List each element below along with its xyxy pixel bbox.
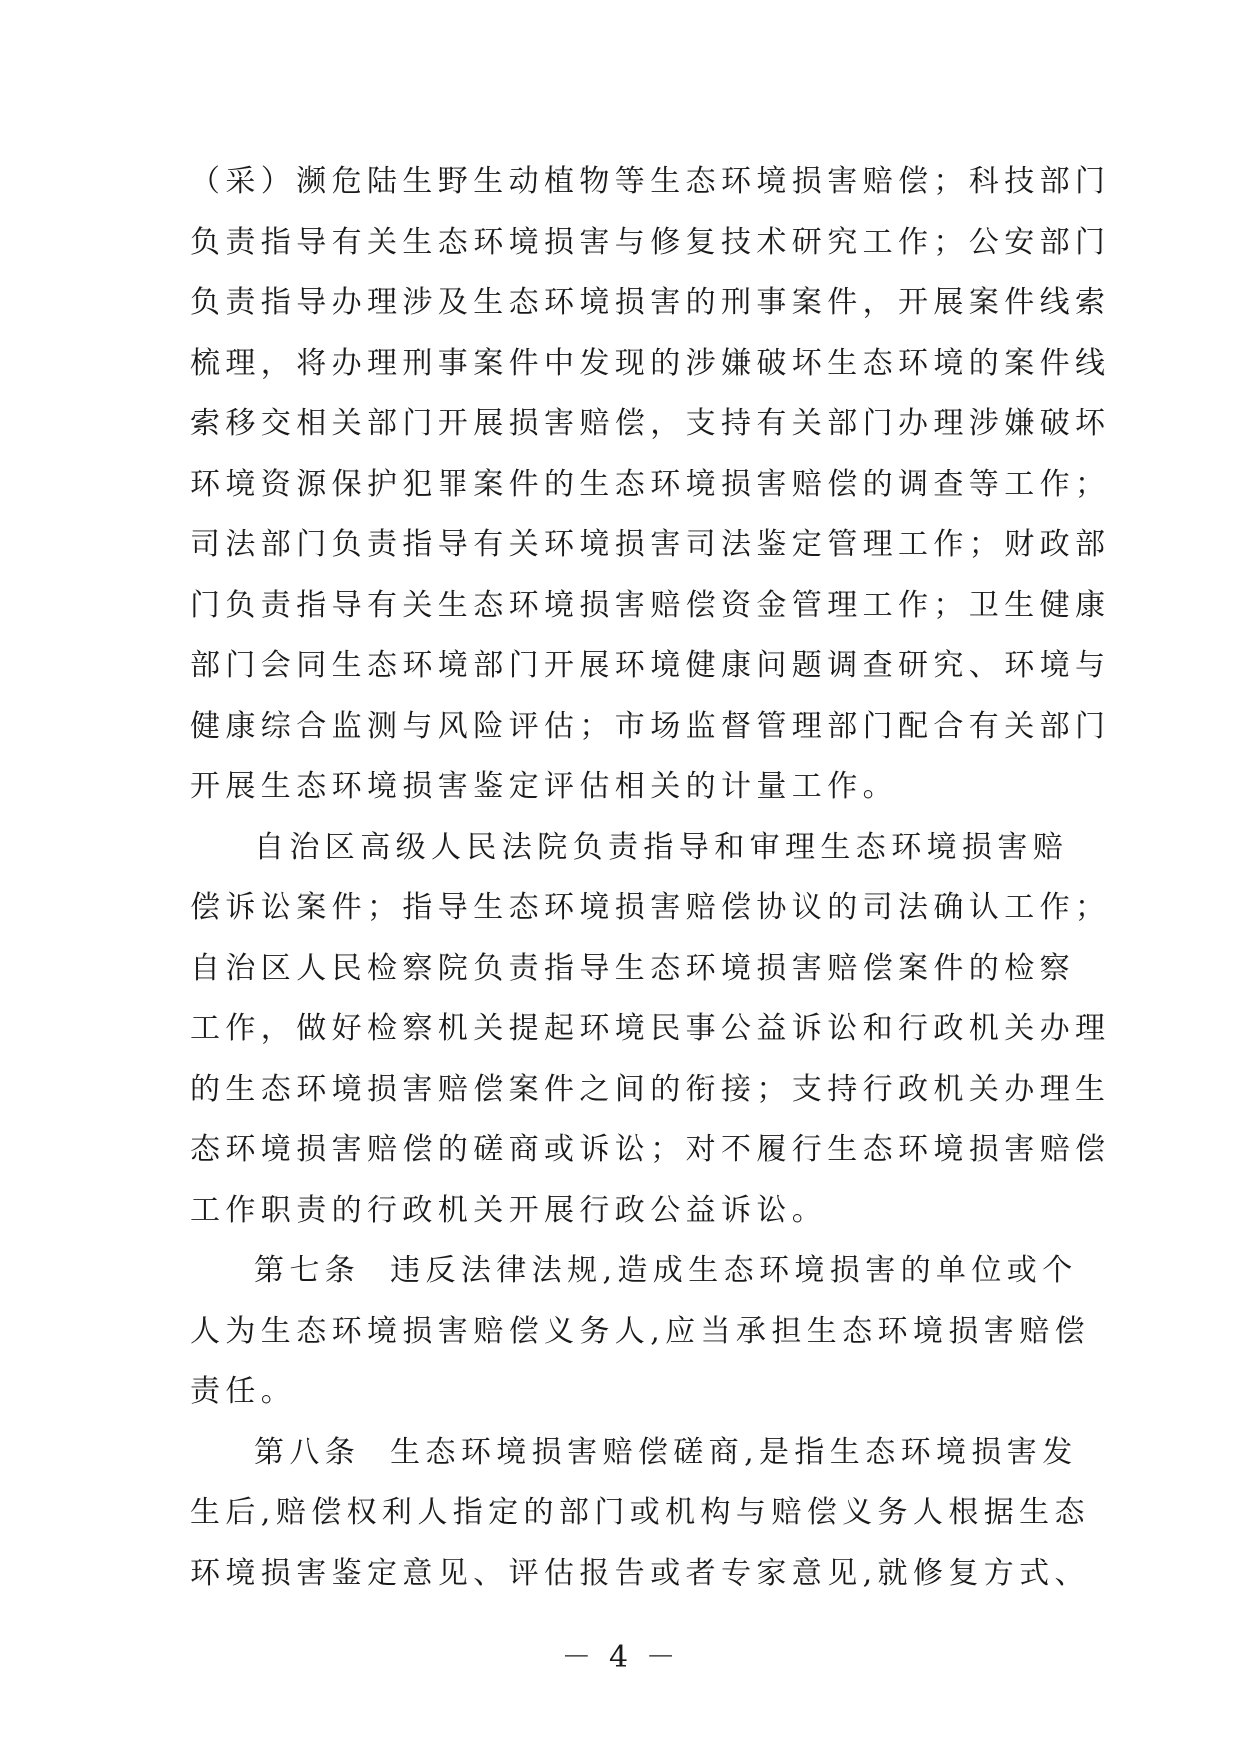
page-number: － 4 － [561, 1640, 680, 1675]
text-line: 第七条 违反法律法规,造成生态环境损害的单位或个 [254, 1253, 1078, 1288]
text-line: 工作职责的行政机关开展行政公益诉讼。 [190, 1192, 828, 1228]
paragraph-departments-duties [190, 152, 1111, 818]
text-line: 自治区高级人民法院负责指导和审理生态环境损害赔 [254, 829, 1069, 865]
text-line: 部门会同生态环境部门开展环境健康问题调查研究、环境与 [190, 648, 1111, 683]
text-line: 梳理，将办理刑事案件中发现的涉嫌破坏生态环境的案件线 [190, 345, 1111, 381]
text-line: 负责指导办理涉及生态环境损害的刑事案件，开展案件线索 [190, 285, 1111, 320]
text-line: 环境损害鉴定意见、评估报告或者专家意见,就修复方式、 [190, 1555, 1090, 1591]
paragraph-article-7 [190, 1241, 1090, 1423]
text-line: 人为生态环境损害赔偿义务人,应当承担生态环境损害赔偿 [190, 1313, 1090, 1349]
paragraph-article-8 [190, 1423, 1090, 1605]
text-line: 的生态环境损害赔偿案件之间的衔接；支持行政机关办理生 [190, 1071, 1111, 1107]
text-line: 偿诉讼案件；指导生态环境损害赔偿协议的司法确认工作； [190, 890, 1111, 925]
text-line: 工作，做好检察机关提起环境民事公益诉讼和行政机关办理 [190, 1011, 1111, 1046]
text-line: 健康综合监测与风险评估；市场监督管理部门配合有关部门 [190, 708, 1111, 744]
text-line: 自治区人民检察院负责指导生态环境损害赔偿案件的检察 [190, 950, 1075, 986]
document-body [190, 152, 1111, 1604]
text-line: 负责指导有关生态环境损害与修复技术研究工作；公安部门 [190, 224, 1111, 260]
text-line: 索移交相关部门开展损害赔偿，支持有关部门办理涉嫌破坏 [190, 406, 1111, 441]
text-line: 司法部门负责指导有关环境损害司法鉴定管理工作；财政部 [190, 527, 1111, 562]
text-line: 责任。 [190, 1374, 297, 1409]
text-line: （采）濒危陆生野生动植物等生态环境损害赔偿；科技部门 [190, 164, 1111, 199]
text-line: 态环境损害赔偿的磋商或诉讼；对不履行生态环境损害赔偿 [190, 1132, 1111, 1167]
text-line: 生后,赔偿权利人指定的部门或机构与赔偿义务人根据生态 [190, 1495, 1090, 1530]
text-line: 第八条 生态环境损害赔偿磋商,是指生态环境损害发 [254, 1434, 1078, 1470]
text-line: 环境资源保护犯罪案件的生态环境损害赔偿的调查等工作； [190, 466, 1111, 502]
text-line: 开展生态环境损害鉴定评估相关的计量工作。 [190, 769, 898, 804]
paragraph-court-procuratorate [190, 818, 1111, 1242]
text-line: 门负责指导有关生态环境损害赔偿资金管理工作；卫生健康 [190, 587, 1111, 623]
